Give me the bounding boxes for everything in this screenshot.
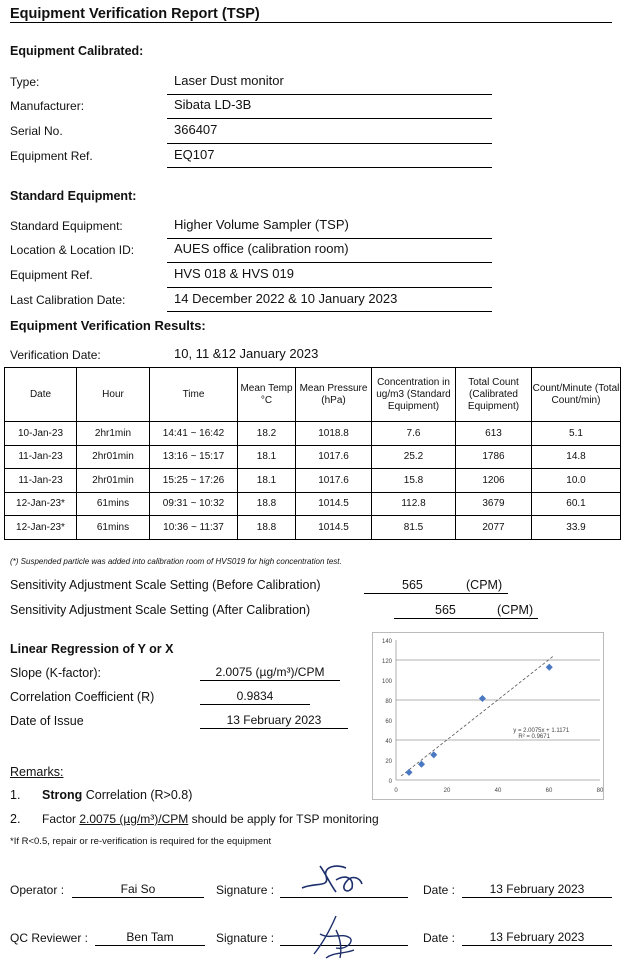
table-header-row — [5, 368, 621, 422]
table-cell: 112.8 — [372, 492, 456, 516]
table-cell: 3679 — [456, 492, 532, 516]
table-cell: 18.1 — [238, 445, 296, 469]
issue-date-label: Date of Issue — [10, 714, 84, 728]
table-cell: 1014.5 — [296, 492, 372, 516]
remark-2-number: 2. — [10, 812, 21, 826]
table-cell: 81.5 — [372, 516, 456, 540]
signature-underline — [72, 897, 204, 898]
sensitivity-before-label: Sensitivity Adjustment Scale Setting (Before Calibration) — [10, 578, 321, 592]
field-label: Serial No. — [10, 124, 63, 138]
table-cell: 09:31 ~ 10:32 — [150, 492, 238, 516]
field-value-standard-ref: HVS 018 & HVS 019 — [174, 266, 294, 281]
field-label: Equipment Ref. — [10, 149, 93, 163]
field-underline — [200, 704, 310, 705]
date-underline — [462, 945, 612, 946]
table-cell: 60.1 — [532, 492, 621, 516]
section-heading-results: Equipment Verification Results: — [10, 318, 206, 333]
field-value-serial: 366407 — [174, 122, 218, 137]
field-underline — [394, 618, 538, 619]
table-cell: 11-Jan-23 — [5, 445, 77, 469]
table-cell: 14:41 ~ 16:42 — [150, 422, 238, 446]
signature-label: Signature : — [216, 931, 275, 945]
x-tick-label: 40 — [494, 788, 502, 794]
column-header: Mean Pressure (hPa) — [296, 368, 372, 422]
title-divider — [10, 22, 612, 23]
reviewer-date: 13 February 2023 — [489, 930, 585, 944]
table-cell: 2hr01min — [77, 445, 150, 469]
column-header: Hour — [77, 368, 150, 422]
y-tick-label: 140 — [381, 639, 392, 645]
table-cell: 18.8 — [238, 516, 296, 540]
field-underline — [200, 728, 348, 729]
table-cell: 25.2 — [372, 445, 456, 469]
table-row — [5, 516, 621, 540]
verification-date-label: Verification Date: — [10, 348, 101, 362]
section-heading-equipment-calibrated: Equipment Calibrated: — [10, 44, 144, 58]
remark-2-suffix: should be apply for TSP monitoring — [188, 812, 379, 826]
table-row — [5, 422, 621, 446]
remark-1 — [42, 788, 192, 802]
reviewer-label: QC Reviewer : — [10, 931, 89, 945]
field-label: Type: — [10, 75, 40, 89]
table-cell: 33.9 — [532, 516, 621, 540]
column-header: Count/Minute (Total Count/min) — [532, 368, 621, 422]
field-value-equipment-ref: EQ107 — [174, 147, 215, 162]
field-value-location: AUES office (calibration room) — [174, 241, 349, 256]
reviewer-signature-image — [306, 910, 362, 964]
table-row — [5, 469, 621, 493]
slope-value: 2.0075 (µg/m³)/CPM — [215, 665, 325, 679]
field-underline — [200, 680, 340, 681]
operator-signature-image — [296, 858, 366, 898]
signature-underline — [95, 945, 205, 946]
table-cell: 1786 — [456, 445, 532, 469]
table-cell: 61mins — [77, 492, 150, 516]
date-underline — [462, 897, 612, 898]
operator-label: Operator : — [10, 883, 65, 897]
table-row — [5, 492, 621, 516]
field-underline — [167, 118, 492, 119]
verification-date-value: 10, 11 &12 January 2023 — [174, 346, 319, 361]
table-cell: 13:16 ~ 15:17 — [150, 445, 238, 469]
operator-date: 13 February 2023 — [489, 882, 585, 896]
slope-label: Slope (K-factor): — [10, 666, 102, 680]
table-cell: 18.2 — [238, 422, 296, 446]
y-tick-label: 120 — [381, 659, 392, 665]
table-cell: 10.0 — [532, 469, 621, 493]
table-cell: 613 — [456, 422, 532, 446]
table-cell: 10-Jan-23 — [5, 422, 77, 446]
table-cell: 12-Jan-23* — [5, 492, 77, 516]
remark-1-text: Correlation (R>0.8) — [82, 788, 193, 802]
table-cell: 1206 — [456, 469, 532, 493]
table-cell: 1017.6 — [296, 469, 372, 493]
r-squared: R² = 0.9671 — [518, 734, 550, 740]
table-cell: 5.1 — [532, 422, 621, 446]
signature-label: Signature : — [216, 883, 275, 897]
operator-name: Fai So — [120, 882, 156, 896]
y-tick-label: 0 — [388, 779, 392, 785]
table-cell: 1017.6 — [296, 445, 372, 469]
remark-2 — [42, 812, 379, 826]
chart-frame — [373, 633, 604, 800]
table-cell: 12-Jan-23* — [5, 516, 77, 540]
field-underline — [167, 287, 492, 288]
column-header: Total Count (Calibrated Equipment) — [456, 368, 532, 422]
correlation-value: 0.9834 — [236, 689, 274, 703]
y-tick-label: 20 — [385, 759, 392, 765]
field-value-manufacturer: Sibata LD-3B — [174, 97, 252, 112]
table-row — [5, 445, 621, 469]
section-heading-regression: Linear Regression of Y or X — [10, 642, 174, 656]
field-value-standard-equipment: Higher Volume Sampler (TSP) — [174, 217, 349, 232]
issue-date-value: 13 February 2023 — [226, 713, 322, 727]
field-underline — [167, 167, 492, 168]
field-underline — [167, 262, 492, 263]
table-cell: 1014.5 — [296, 516, 372, 540]
sensitivity-after-unit: (CPM) — [497, 603, 534, 617]
sensitivity-after-label: Sensitivity Adjustment Scale Setting (After Calibration) — [10, 603, 311, 617]
regression-equation: y = 2.0075x + 1.1171 — [513, 728, 570, 734]
field-underline — [167, 94, 492, 95]
field-underline — [364, 593, 508, 594]
remark-1-emphasis: Strong — [42, 788, 83, 802]
y-tick-label: 100 — [381, 679, 392, 685]
column-header: Concentration in ug/m3 (Standard Equipment) — [372, 368, 456, 422]
field-label: Standard Equipment: — [10, 219, 123, 233]
column-header: Time — [150, 368, 238, 422]
table-cell: 1018.8 — [296, 422, 372, 446]
remarks-footnote: *If R<0.5, repair or re-verification is required for the equipment — [10, 836, 272, 847]
table-cell: 7.6 — [372, 422, 456, 446]
section-heading-standard-equipment: Standard Equipment: — [10, 189, 137, 203]
regression-chart — [372, 632, 604, 800]
remarks-heading: Remarks: — [10, 765, 64, 779]
column-header: Mean Temp °C — [238, 368, 296, 422]
remark-2-factor: 2.0075 (µg/m³)/CPM — [79, 812, 189, 826]
field-value-last-calibration: 14 December 2022 & 10 January 2023 — [174, 291, 398, 306]
x-tick-label: 80 — [596, 788, 604, 794]
remark-2-prefix: Factor — [42, 812, 80, 826]
y-tick-label: 60 — [385, 719, 392, 725]
field-underline — [167, 238, 492, 239]
x-tick-label: 20 — [443, 788, 451, 794]
results-table — [4, 367, 621, 540]
field-underline — [167, 311, 492, 312]
field-label: Manufacturer: — [10, 99, 85, 113]
table-cell: 11-Jan-23 — [5, 469, 77, 493]
y-tick-label: 40 — [385, 739, 392, 745]
report-title: Equipment Verification Report (TSP) — [10, 6, 260, 22]
table-cell: 14.8 — [532, 445, 621, 469]
table-cell: 2hr01min — [77, 469, 150, 493]
table-cell: 15:25 ~ 17:26 — [150, 469, 238, 493]
correlation-label: Correlation Coefficient (R) — [10, 690, 155, 704]
table-cell: 2077 — [456, 516, 532, 540]
date-label: Date : — [423, 931, 456, 945]
field-label: Equipment Ref. — [10, 268, 93, 282]
date-label: Date : — [423, 883, 456, 897]
remark-1-number: 1. — [10, 788, 21, 802]
regression-chart-svg — [372, 632, 604, 800]
table-cell: 10:36 ~ 11:37 — [150, 516, 238, 540]
table-cell: 2hr1min — [77, 422, 150, 446]
table-cell: 15.8 — [372, 469, 456, 493]
field-underline — [167, 143, 492, 144]
table-cell: 18.8 — [238, 492, 296, 516]
field-label: Last Calibration Date: — [10, 293, 126, 307]
x-tick-label: 60 — [545, 788, 553, 794]
sensitivity-before-unit: (CPM) — [466, 578, 503, 592]
field-value-type: Laser Dust monitor — [174, 73, 284, 88]
sensitivity-after-value: 565 — [435, 603, 456, 617]
table-cell: 61mins — [77, 516, 150, 540]
table-cell: 18.1 — [238, 469, 296, 493]
sensitivity-before-value: 565 — [402, 578, 423, 592]
y-tick-label: 80 — [385, 699, 392, 705]
column-header: Date — [5, 368, 77, 422]
table-footnote: (*) Suspended particle was added into calibration room of HVS019 for high concentration test. — [10, 557, 342, 566]
x-tick-label: 0 — [394, 788, 398, 794]
field-label: Location & Location ID: — [10, 243, 135, 257]
reviewer-name: Ben Tam — [126, 930, 174, 944]
